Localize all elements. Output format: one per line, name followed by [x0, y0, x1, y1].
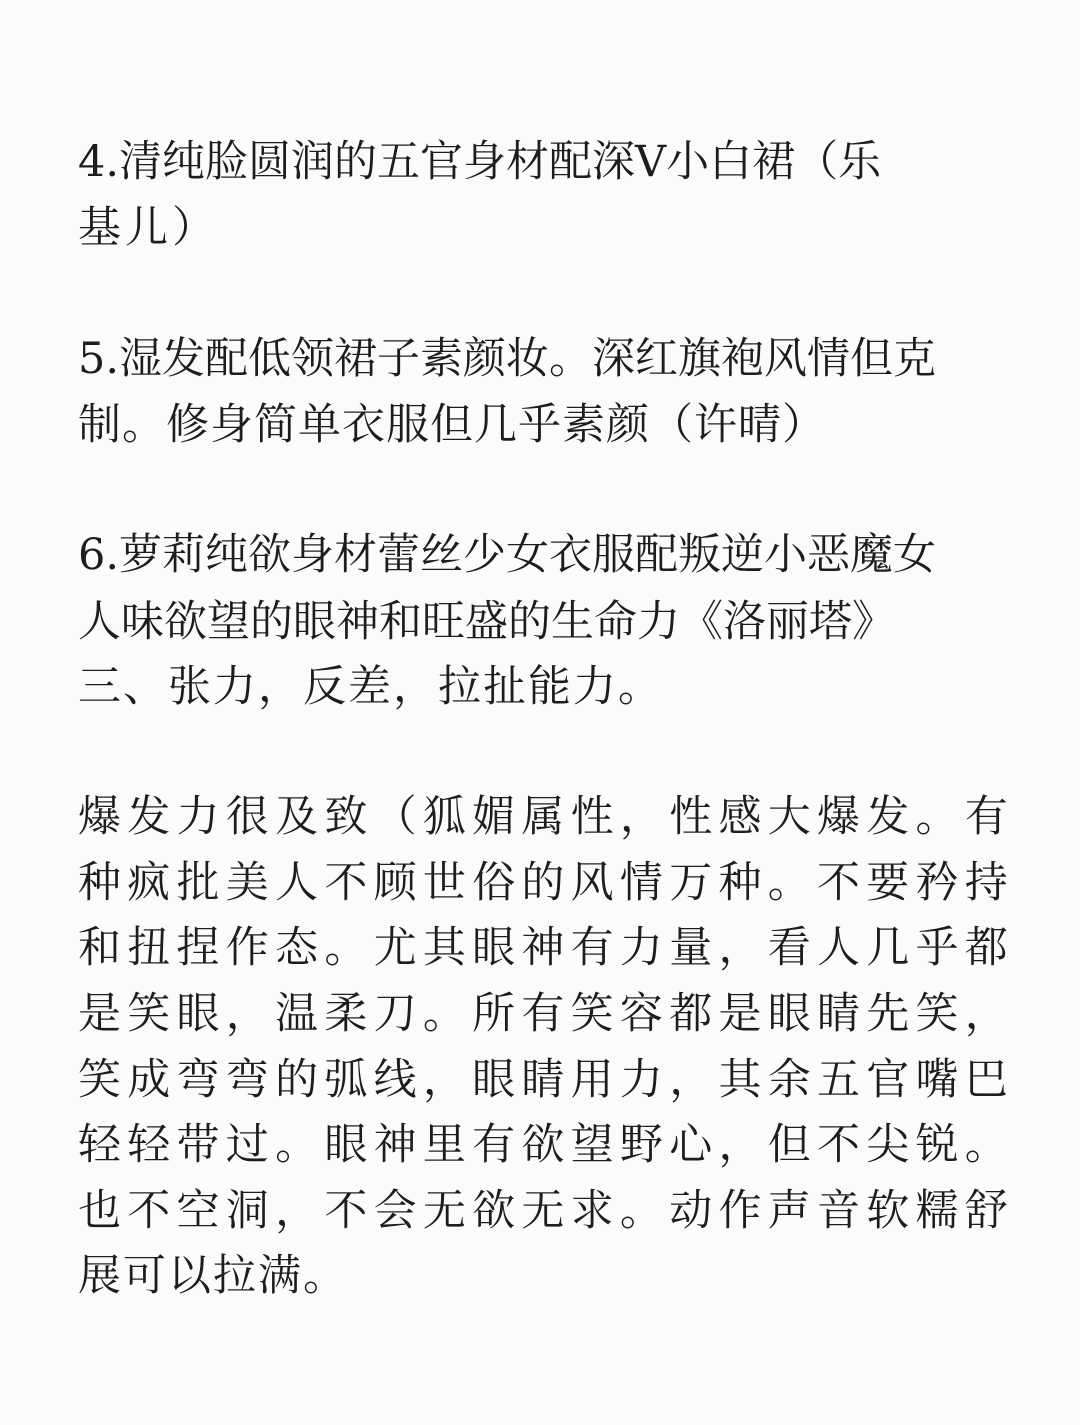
text-char: 空	[176, 1186, 220, 1236]
text-char: 。	[964, 1120, 1008, 1170]
paragraph-line-1	[78, 785, 1008, 849]
text-char: 刀	[373, 989, 417, 1039]
text-char: 用	[570, 1055, 614, 1105]
text-char: 锐	[915, 1120, 959, 1170]
paragraph-line-5	[78, 1048, 1008, 1112]
text-char: 要	[866, 858, 910, 908]
text-char: 疯	[127, 858, 171, 908]
text-char: 捏	[176, 923, 220, 973]
text-char: 感	[718, 792, 762, 842]
text-char: ，	[275, 1186, 319, 1236]
text-char: 致	[324, 792, 368, 842]
text-char: 声	[767, 1186, 811, 1236]
text-char: 种	[718, 858, 762, 908]
text-char: 爆	[816, 792, 860, 842]
text-char: 眼	[472, 923, 516, 973]
text-char: 轻	[78, 1120, 121, 1170]
text-char: 弧	[324, 1055, 368, 1105]
text-char: 心	[669, 1120, 713, 1170]
text-char: 眼	[176, 989, 220, 1039]
text-char: 弯	[176, 1055, 220, 1105]
text-char: 是	[718, 989, 762, 1039]
text-char: 不	[816, 1120, 860, 1170]
item-6-line-2: 人味欲望的眼神和旺盛的生命力《洛丽塔》	[78, 597, 895, 647]
text-char: 狐	[422, 792, 466, 842]
text-char: 笑	[78, 1055, 121, 1105]
text-char: 顾	[373, 858, 417, 908]
text-char: ，	[964, 989, 1008, 1039]
text-char: 不	[324, 858, 368, 908]
text-char: 不	[127, 1186, 171, 1236]
paragraph-line-6	[78, 1113, 1008, 1177]
text-char: ，	[225, 989, 269, 1039]
text-char: 求	[570, 1186, 614, 1236]
text-char: 软	[866, 1186, 910, 1236]
text-char: 动	[669, 1186, 713, 1236]
text-char: 扭	[127, 923, 171, 973]
text-char: 会	[373, 1186, 417, 1236]
item-5-line-1: 5.湿发配低领裙子素颜妆。深红旗袍风情但克	[78, 334, 937, 384]
text-char: 情	[619, 858, 663, 908]
text-char: 美	[225, 858, 269, 908]
text-char: 不	[816, 858, 860, 908]
text-char: 余	[767, 1055, 811, 1105]
text-char: 眼	[472, 1055, 516, 1105]
text-char: 先	[866, 989, 910, 1039]
text-char: 欲	[521, 1120, 565, 1170]
text-char: 很	[225, 792, 269, 842]
text-char: 容	[619, 989, 663, 1039]
text-char: 都	[964, 923, 1008, 973]
text-char: 。	[324, 923, 368, 973]
text-char: ，	[619, 792, 663, 842]
text-char: 。	[422, 989, 466, 1039]
text-char: 笑	[915, 989, 959, 1039]
text-char: 五	[816, 1055, 860, 1105]
text-char: 糯	[915, 1186, 959, 1236]
text-char: 过	[225, 1120, 269, 1170]
text-char: 俗	[472, 858, 516, 908]
text-char: 有	[570, 923, 614, 973]
section-3-heading: 三、张力，反差，拉扯能力。	[78, 662, 663, 712]
text-char: 。	[619, 1186, 663, 1236]
text-char: 。	[915, 792, 959, 842]
text-char: 不	[324, 1186, 368, 1236]
text-char: 发	[127, 792, 171, 842]
text-char: 力	[619, 923, 663, 973]
text-char: 持	[964, 858, 1008, 908]
text-char: ，	[718, 923, 762, 973]
text-char: 。	[767, 858, 811, 908]
text-char: 轻	[127, 1120, 171, 1170]
paragraph-line-4	[78, 982, 1008, 1046]
text-char: 力	[176, 792, 220, 842]
item-6-line-1: 6.萝莉纯欲身材蕾丝少女衣服配叛逆小恶魔女	[78, 530, 937, 580]
text-char: 里	[422, 1120, 466, 1170]
text-char: 无	[521, 1186, 565, 1236]
text-char: 巴	[964, 1055, 1008, 1105]
paragraph-line-7	[78, 1179, 1008, 1243]
text-char: 及	[275, 792, 319, 842]
text-char: 欲	[472, 1186, 516, 1236]
text-char: 力	[619, 1055, 663, 1105]
text-char: 睛	[816, 989, 860, 1039]
text-char: 笑	[127, 989, 171, 1039]
text-char: 和	[78, 923, 121, 973]
text-char: ，	[718, 1120, 762, 1170]
text-char: 人	[816, 923, 860, 973]
text-char: 都	[669, 989, 713, 1039]
text-char: 官	[866, 1055, 910, 1105]
text-char: 望	[570, 1120, 614, 1170]
text-char: 其	[718, 1055, 762, 1105]
text-char: 世	[422, 858, 466, 908]
text-char: 也	[78, 1186, 121, 1236]
text-char: 风	[570, 858, 614, 908]
text-char: 成	[127, 1055, 171, 1105]
text-char: 所	[472, 989, 516, 1039]
text-char: 有	[521, 989, 565, 1039]
text-char: 洞	[225, 1186, 269, 1236]
text-char: 带	[176, 1120, 220, 1170]
text-char: 批	[176, 858, 220, 908]
text-char: 性	[570, 792, 614, 842]
text-char: 矜	[915, 858, 959, 908]
text-char: 发	[866, 792, 910, 842]
text-char: 人	[275, 858, 319, 908]
text-char: 量	[669, 923, 713, 973]
text-char: ，	[669, 1055, 713, 1105]
text-char: 作	[718, 1186, 762, 1236]
text-char: 眼	[324, 1120, 368, 1170]
text-char: 弯	[225, 1055, 269, 1105]
text-char: 性	[669, 792, 713, 842]
text-char: 无	[422, 1186, 466, 1236]
text-char: 几	[866, 923, 910, 973]
text-char: 有	[472, 1120, 516, 1170]
text-char: 种	[78, 858, 121, 908]
text-char: 有	[964, 792, 1008, 842]
text-char: 态	[275, 923, 319, 973]
paragraph-line-2	[78, 851, 1008, 915]
text-char: 万	[669, 858, 713, 908]
text-char: 爆	[78, 792, 121, 842]
text-char: 媚	[472, 792, 516, 842]
text-char: 的	[521, 858, 565, 908]
text-char: 笑	[570, 989, 614, 1039]
text-char: ，	[422, 1055, 466, 1105]
item-4-line-1: 4.清纯脸圆润的五官身材配深V小白裙（乐	[78, 137, 882, 187]
text-char: 眼	[767, 989, 811, 1039]
text-char: 作	[225, 923, 269, 973]
text-char: 野	[619, 1120, 663, 1170]
text-char: 。	[275, 1120, 319, 1170]
text-char: 尖	[866, 1120, 910, 1170]
text-char: 尤	[373, 923, 417, 973]
text-char: 但	[767, 1120, 811, 1170]
text-char: 睛	[521, 1055, 565, 1105]
text-char: 其	[422, 923, 466, 973]
text-char: 看	[767, 923, 811, 973]
text-char: 属	[521, 792, 565, 842]
text-char: 是	[78, 989, 121, 1039]
text-char: 柔	[324, 989, 368, 1039]
text-char: 线	[373, 1055, 417, 1105]
item-4-line-2: 基儿）	[78, 203, 219, 253]
text-char: 温	[275, 989, 319, 1039]
text-char: 舒	[964, 1186, 1008, 1236]
item-5-line-2: 制。修身简单衣服但几乎素颜（许晴）	[78, 400, 826, 450]
text-char: 的	[275, 1055, 319, 1105]
text-char: 乎	[915, 923, 959, 973]
text-char: 神	[373, 1120, 417, 1170]
text-char: 音	[816, 1186, 860, 1236]
text-char: 神	[521, 923, 565, 973]
text-char: （	[373, 792, 417, 842]
paragraph-line-8: 展可以拉满。	[78, 1251, 348, 1301]
text-char: 嘴	[915, 1055, 959, 1105]
paragraph-line-3	[78, 916, 1008, 980]
text-char: 大	[767, 792, 811, 842]
